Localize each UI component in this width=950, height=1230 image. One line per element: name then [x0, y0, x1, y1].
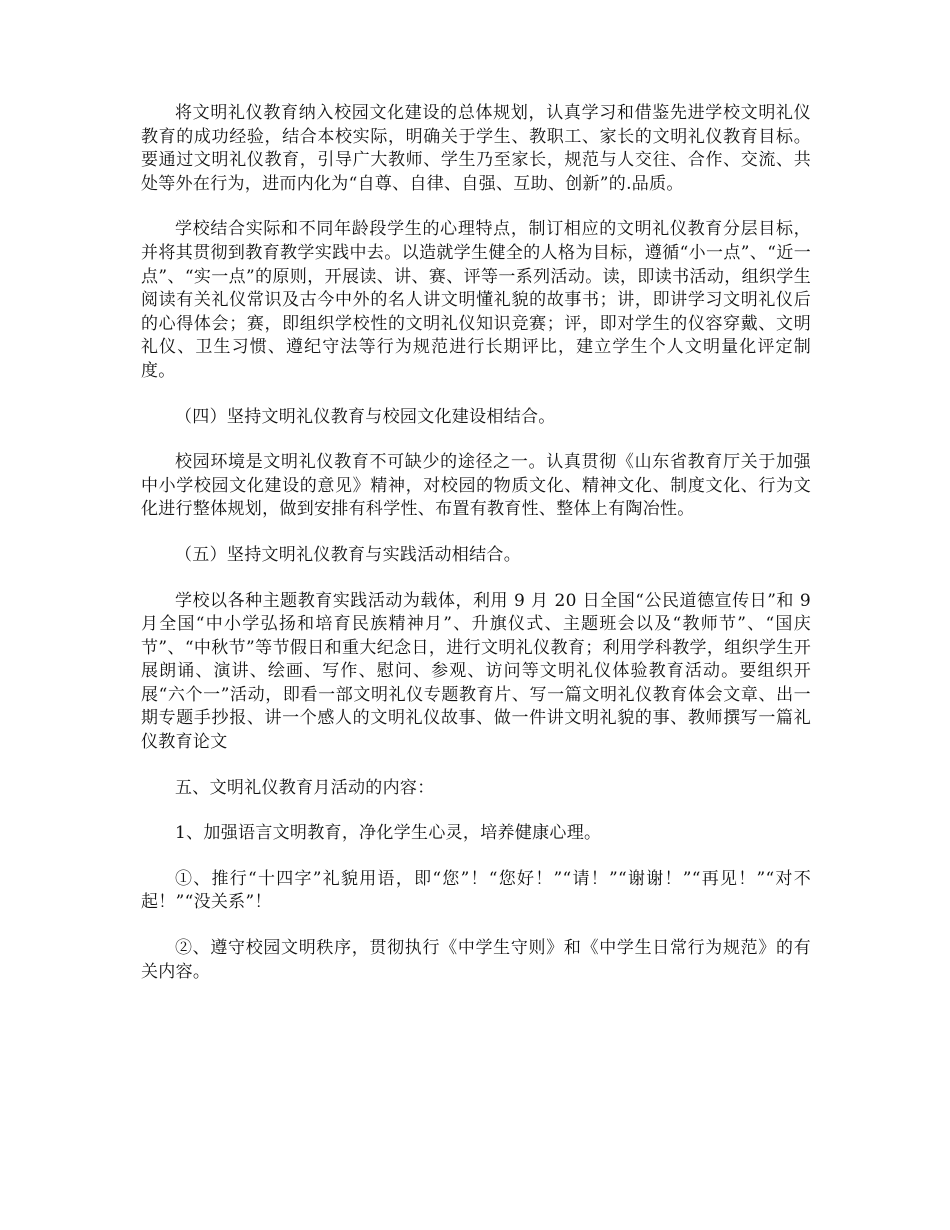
section-heading-4: （四）坚持文明礼仪教育与校园文化建设相结合。 — [175, 406, 556, 427]
paragraph-etiquette-planning: 将文明礼仪教育纳入校园文化建设的总体规划，认真学习和借鉴先进学校文明礼仪教育的成功经验，结合本校实际，明确关于学生、教职工、家长的文明礼仪教育目标。要通过文明礼仪教育，引导广大教师、学生乃至家长，规范与人交往、合作、交流、共处等外在行为，进而内化为“自尊、自律、自强、互助、创新”的.品质。 — [141, 103, 811, 194]
list-item-language-education: 1、加强语言文明教育，净化学生心灵，培养健康心理。 — [175, 823, 602, 844]
paragraph-campus-environment: 校园环境是文明礼仪教育不可缺少的途径之一。认真贯彻《山东省教育厅关于加强中小学校园文化建设的意见》精神，对校园的物质文化、精神文化、制度文化、行为文化进行整体规划，做到安排有科学性、布置有教育性、整体上有陶冶性。 — [141, 452, 811, 520]
document-body — [141, 102, 811, 1006]
list-item-campus-order: ②、遵守校园文明秩序，贯彻执行《中学生守则》和《中学生日常行为规范》的有关内容。 — [141, 938, 811, 982]
paragraph-layered-goals: 学校结合实际和不同年龄段学生的心理特点，制订相应的文明礼仪教育分层目标，并将其贯彻到教育教学实践中去。以造就学生健全的人格为目标，遵循“小一点”、“近一点”、“实一点”的原则，开展读、讲、赛、评等一系列活动。读，即读书活动，组织学生阅读有关礼仪常识及古今中外的名人讲文明懂礼貌的故事书；讲，即讲学习文明礼仪后的心得体会；赛，即组织学校性的文明礼仪知识竞赛；评，即对学生的仪容穿戴、文明礼仪、卫生习惯、遵纪守法等行为规范进行长期评比，建立学生个人文明量化评定制度。 — [141, 219, 811, 381]
section-heading-month-activities: 五、文明礼仪教育月活动的内容： — [175, 777, 435, 798]
section-heading-5: （五）坚持文明礼仪教育与实践活动相结合。 — [175, 544, 521, 565]
list-item-polite-phrases: ①、推行“十四字”礼貌用语，即“您”！“您好！”“请！”“谢谢！”“再见！”“对不起！”“没关系”！ — [141, 868, 811, 913]
paragraph-practice-activities: 学校以各种主题教育实践活动为载体，利用 9 月 20 日全国“公民道德宣传日”和 9 月全国“中小学弘扬和培育民族精神月”、升旗仪式、主题班会以及“教师节”、“国庆节”、“中秋节”等节假日和重大纪念日，进行文明礼仪教育；利用学科教学，组织学生开展朗诵、演讲、绘画、写作、慰问、参观、访问等文明礼仪体验教育活动。要组织开展“六个一”活动，即看一部文明礼仪专题教育片、写一篇文明礼仪教育体会文章、出一期专题手抄报、讲一个感人的文明礼仪故事、做一件讲文明礼貌的事、教师撰写一篇礼仪教育论文 — [141, 590, 811, 753]
